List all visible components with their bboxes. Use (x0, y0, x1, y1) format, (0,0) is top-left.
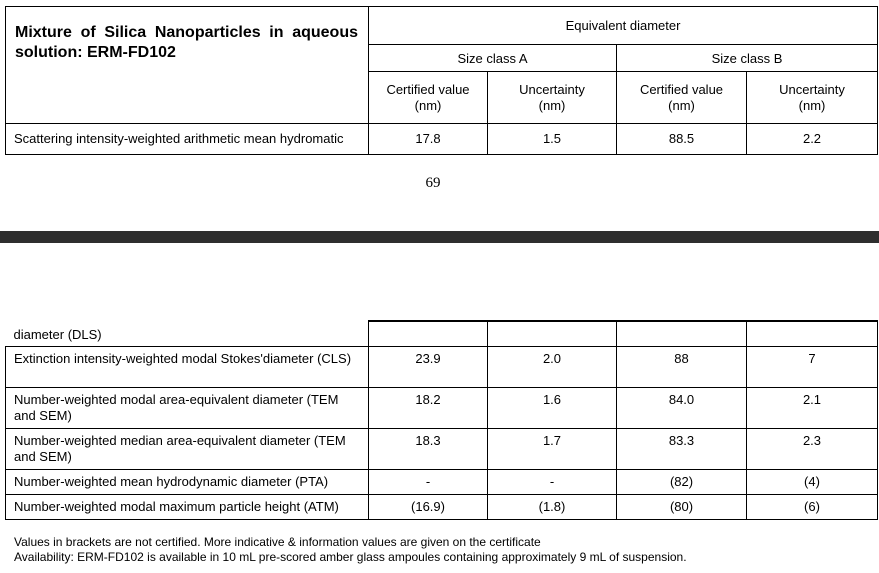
continuation-label: diameter (DLS) (6, 321, 369, 346)
a-certified-cell: (16.9) (369, 494, 488, 519)
b-certified-value-header: Certified value (nm) (617, 72, 747, 124)
empty-cell (617, 321, 747, 346)
a-certified-cell: 18.3 (369, 428, 488, 469)
footnote-availability: Availability: ERM-FD102 is available in 10 mL pre-scored amber glass ampoules containing approximately 9 mL of suspension. (14, 550, 687, 564)
b-uncertainty-cell: 2.3 (747, 428, 878, 469)
size-class-b-header: Size class B (617, 45, 878, 72)
certification-table-continued (5, 320, 878, 520)
table-row (6, 124, 878, 155)
b-uncertainty-cell: (6) (747, 494, 878, 519)
page-break-bar (0, 231, 879, 243)
a-uncertainty-cell: 2.0 (488, 346, 617, 387)
b-uncertainty-cell: 7 (747, 346, 878, 387)
page-number: 69 (425, 175, 441, 191)
b-uncertainty-header: Uncertainty (nm) (747, 72, 878, 124)
footnote-brackets: Values in brackets are not certified. More indicative & information values are given on the certificate (14, 535, 541, 549)
table-row (6, 494, 878, 519)
a-uncertainty-cell: 1.6 (488, 387, 617, 428)
table-row (6, 469, 878, 494)
b-certified-cell: (82) (617, 469, 747, 494)
b-certified-cell: 88.5 (617, 124, 747, 155)
b-certified-cell: (80) (617, 494, 747, 519)
a-certified-cell: 17.8 (369, 124, 488, 155)
table-row (6, 321, 878, 346)
a-uncertainty-header: Uncertainty (nm) (488, 72, 617, 124)
b-certified-cell: 84.0 (617, 387, 747, 428)
row-label: Number-weighted median area-equivalent diameter (TEM and SEM) (6, 428, 369, 469)
table-row (6, 346, 878, 387)
table-title: Mixture of Silica Nanoparticles in aqueous solution: ERM-FD102 (6, 7, 369, 124)
row-label: Extinction intensity-weighted modal Stokes'diameter (CLS) (6, 346, 369, 387)
a-certified-cell: 23.9 (369, 346, 488, 387)
a-certified-cell: 18.2 (369, 387, 488, 428)
empty-cell (369, 321, 488, 346)
empty-cell (747, 321, 878, 346)
certification-table-top (5, 6, 878, 155)
table-row (6, 387, 878, 428)
a-uncertainty-cell: (1.8) (488, 494, 617, 519)
row-label: Number-weighted modal area-equivalent diameter (TEM and SEM) (6, 387, 369, 428)
empty-cell (488, 321, 617, 346)
b-certified-cell: 83.3 (617, 428, 747, 469)
a-uncertainty-cell: - (488, 469, 617, 494)
row-label: Number-weighted mean hydrodynamic diameter (PTA) (6, 469, 369, 494)
b-uncertainty-cell: 2.1 (747, 387, 878, 428)
a-uncertainty-cell: 1.7 (488, 428, 617, 469)
a-certified-value-header: Certified value (nm) (369, 72, 488, 124)
b-uncertainty-cell: 2.2 (747, 124, 878, 155)
size-class-a-header: Size class A (369, 45, 617, 72)
footnotes (14, 535, 687, 565)
equivalent-diameter-header: Equivalent diameter (369, 7, 878, 45)
row-label: Scattering intensity-weighted arithmetic mean hydromatic (6, 124, 369, 155)
a-certified-cell: - (369, 469, 488, 494)
a-uncertainty-cell: 1.5 (488, 124, 617, 155)
b-uncertainty-cell: (4) (747, 469, 878, 494)
table-row (6, 428, 878, 469)
b-certified-cell: 88 (617, 346, 747, 387)
row-label: Number-weighted modal maximum particle height (ATM) (6, 494, 369, 519)
